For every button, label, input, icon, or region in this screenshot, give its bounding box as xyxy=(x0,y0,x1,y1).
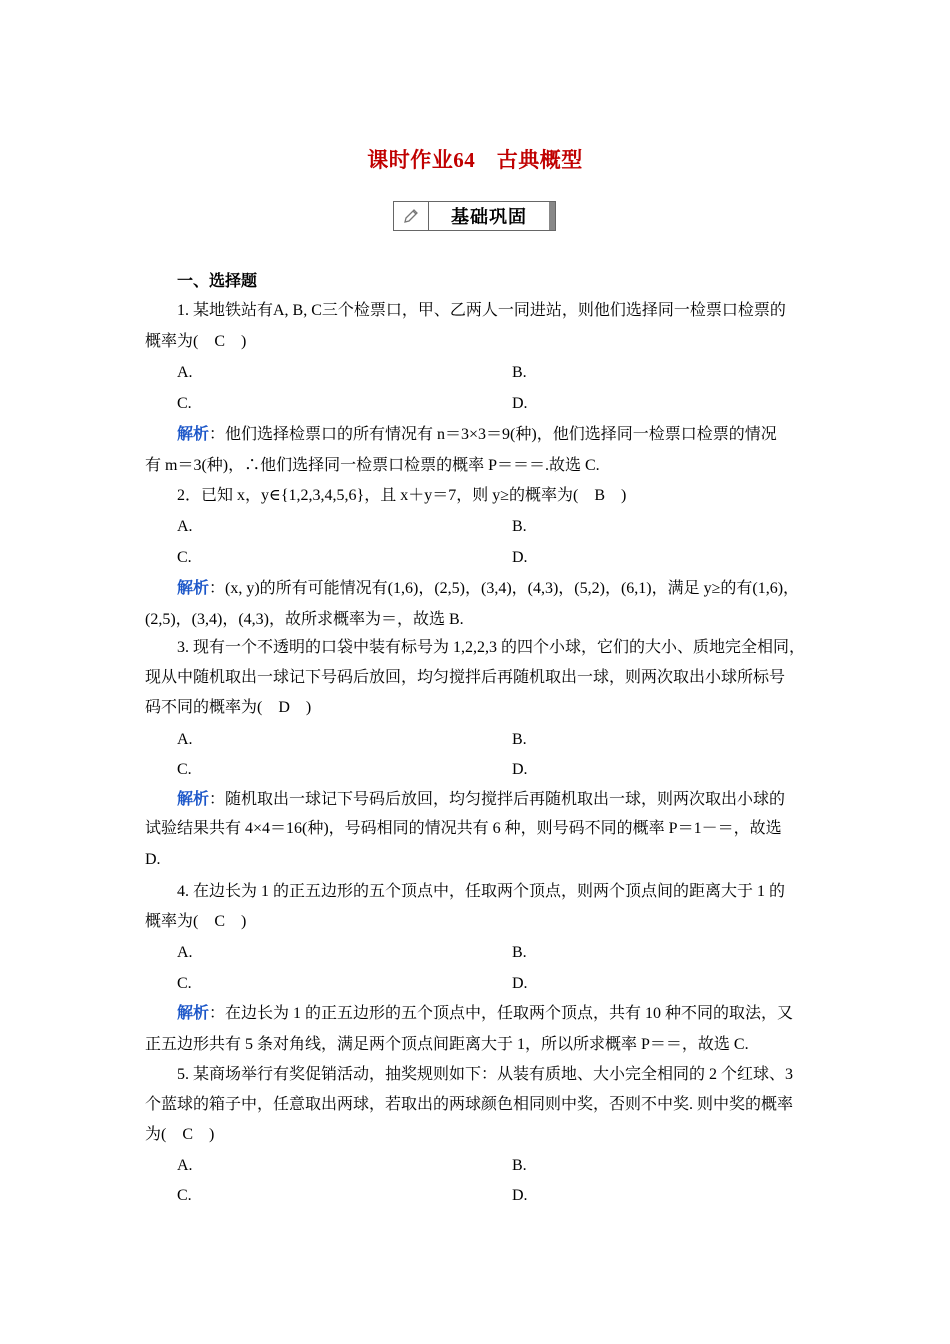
section-badge xyxy=(393,201,556,231)
q3-solution-text: ：随机取出一球记下号码后放回，均匀搅拌后再随机取出一球，则两次取出小球的 xyxy=(209,791,786,808)
badge-label: 基础巩固 xyxy=(451,207,527,227)
q4-option-a: A. xyxy=(177,944,193,961)
q4-option-b: B. xyxy=(512,944,527,961)
analysis-label: 解析 xyxy=(177,580,210,597)
q3-stem-line3: 码不同的概率为( D ) xyxy=(145,699,312,716)
q5-option-c: C. xyxy=(177,1187,192,1204)
q4-option-d: D. xyxy=(512,975,528,992)
q2-stem-line1: 2．已知 x，y∈{1,2,3,4,5,6}，且 x＋y＝7，则 y≥的概率为( B ) xyxy=(177,487,627,504)
q1-solution-line1 xyxy=(177,425,777,445)
q3-option-a: A. xyxy=(177,731,193,748)
q1-solution-line2: 有 m＝3(种)，∴他们选择同一检票口检票的概率 P＝＝＝.故选 C. xyxy=(145,457,600,474)
q1-stem-line1: 1. 某地铁站有A, B, C三个检票口，甲、乙两人一同进站，则他们选择同一检票口检票的 xyxy=(177,302,786,319)
q1-option-a: A. xyxy=(177,364,193,381)
q3-option-b: B. xyxy=(512,731,527,748)
q3-stem-line2: 现从中随机取出一球记下号码后放回，均匀搅拌后再随机取出一球，则两次取出小球所标号 xyxy=(145,669,786,686)
q5-option-d: D. xyxy=(512,1187,528,1204)
q3-solution-line1 xyxy=(177,790,785,810)
page-title: 课时作业64 古典概型 xyxy=(367,148,583,172)
q2-option-d: D. xyxy=(512,549,528,566)
q5-stem-line2: 个蓝球的箱子中，任意取出两球，若取出的两球颜色相同则中奖，否则不中奖. 则中奖的概率 xyxy=(145,1096,794,1113)
q2-option-b: B. xyxy=(512,518,527,535)
q1-option-c: C. xyxy=(177,395,192,412)
analysis-label: 解析 xyxy=(177,791,210,808)
q1-stem-line2: 概率为( C ) xyxy=(145,333,247,350)
section-heading: 一、选择题 xyxy=(177,273,258,290)
q2-solution-text: ：(x, y)的所有可能情况有(1,6)，(2,5)，(3,4)，(4,3)，(5,2)，(6,1)，满足 y≥的有(1,6)， xyxy=(209,580,800,597)
q5-option-a: A. xyxy=(177,1157,193,1174)
q3-stem-line1: 3. 现有一个不透明的口袋中装有标号为 1,2,2,3 的四个小球，它们的大小、质地完全相同， xyxy=(177,639,806,656)
q5-stem-line1: 5. 某商场举行有奖促销活动，抽奖规则如下：从装有质地、大小完全相同的 2 个红球、3 xyxy=(177,1066,794,1083)
q2-option-a: A. xyxy=(177,518,193,535)
q4-solution-text: ：在边长为 1 的正五边形的五个顶点中，任取两个顶点，共有 10 种不同的取法，又 xyxy=(209,1005,794,1022)
q2-solution-line1 xyxy=(177,579,799,599)
q4-stem-line2: 概率为( C ) xyxy=(145,913,247,930)
badge-edge xyxy=(549,202,555,230)
q2-solution-line2: (2,5)，(3,4)，(4,3)，故所求概率为＝，故选 B. xyxy=(145,611,464,628)
pencil-icon xyxy=(394,202,429,230)
q3-solution-line3: D. xyxy=(145,851,161,868)
q3-option-d: D. xyxy=(512,761,528,778)
q4-option-c: C. xyxy=(177,975,192,992)
q3-solution-line2: 试验结果共有 4×4＝16(种)，号码相同的情况共有 6 种，则号码不同的概率 P＝1－＝，故选 xyxy=(145,820,782,837)
q5-option-b: B. xyxy=(512,1157,527,1174)
analysis-label: 解析 xyxy=(177,426,210,443)
q4-stem-line1: 4. 在边长为 1 的正五边形的五个顶点中，任取两个顶点，则两个顶点间的距离大于 1 的 xyxy=(177,883,786,900)
q5-stem-line3: 为( C ) xyxy=(145,1126,215,1143)
q4-solution-line1 xyxy=(177,1004,793,1024)
q3-option-c: C. xyxy=(177,761,192,778)
analysis-label: 解析 xyxy=(177,1005,210,1022)
q1-solution-text: ：他们选择检票口的所有情况有 n＝3×3＝9(种)，他们选择同一检票口检票的情况 xyxy=(209,426,777,443)
q4-solution-line2: 正五边形共有 5 条对角线，满足两个顶点间距离大于 1，所以所求概率 P＝＝，故选 C. xyxy=(145,1036,749,1053)
q1-option-b: B. xyxy=(512,364,527,381)
q1-option-d: D. xyxy=(512,395,528,412)
q2-option-c: C. xyxy=(177,549,192,566)
